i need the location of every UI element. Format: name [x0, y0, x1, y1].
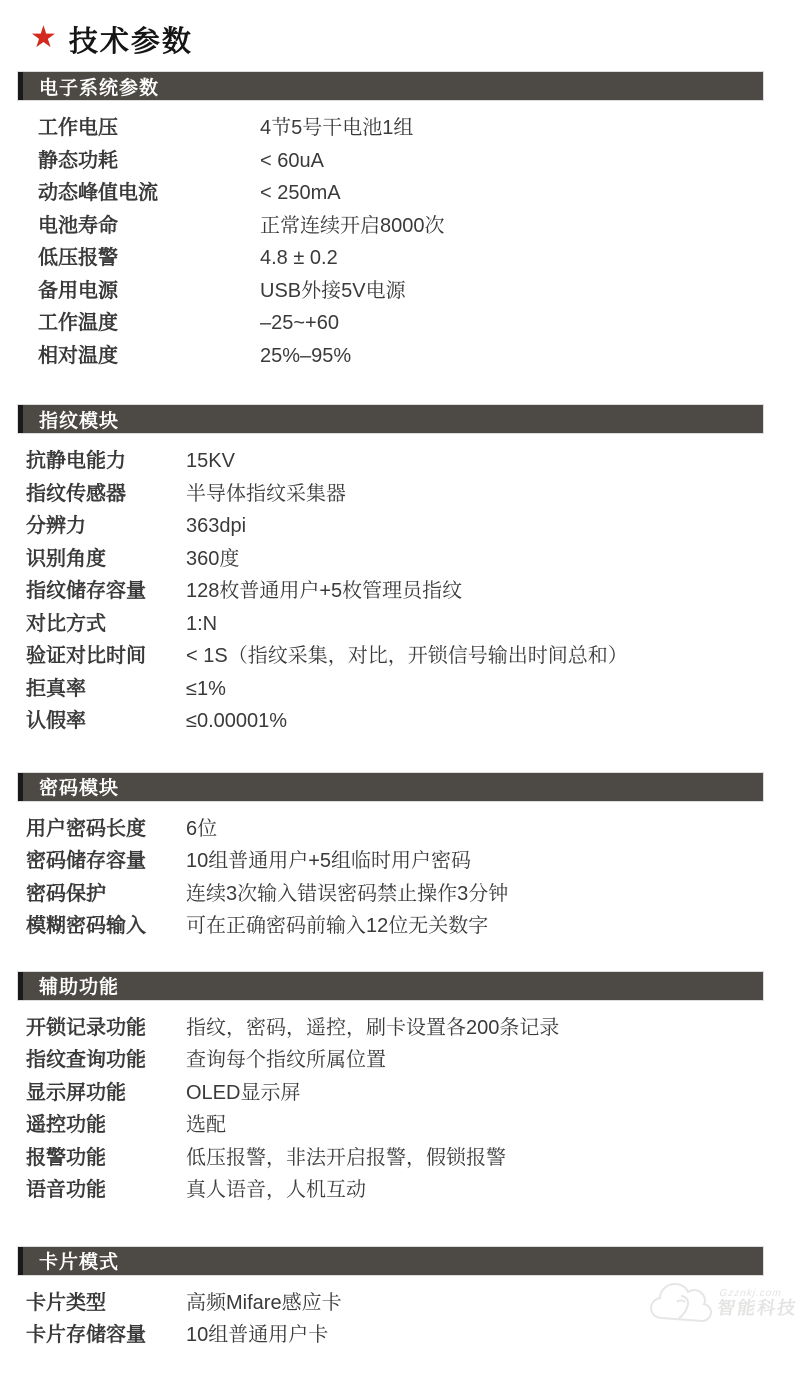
section-header-bar [18, 72, 763, 100]
spec-rows [0, 433, 800, 738]
spec-label: 指纹传感器 [26, 482, 126, 505]
spec-row [0, 1044, 800, 1077]
spec-label: 动态峰值电流 [38, 182, 158, 204]
spec-value: < 1S（指纹采集，对比，开锁信号输出时间总和） [186, 645, 628, 667]
spec-value: 指纹，密码，遥控，刷卡设置各200条记录 [186, 1016, 560, 1039]
spec-row [0, 445, 800, 478]
spec-row [0, 478, 800, 511]
spec-label: 验证对比时间 [26, 645, 146, 667]
section-header-label: 辅助功能 [39, 977, 120, 998]
spec-label: 分辨力 [26, 515, 86, 537]
spec-row [0, 1287, 800, 1320]
watermark-brand: 智能科技 [715, 1298, 799, 1319]
spec-label: 报警功能 [26, 1146, 106, 1169]
spec-value: 低压报警，非法开启报警，假锁报警 [186, 1146, 506, 1169]
spec-label: 工作温度 [38, 312, 118, 334]
spec-label: 指纹储存容量 [26, 580, 146, 602]
section-header-label: 电子系统参数 [39, 77, 160, 99]
sections [0, 72, 800, 1352]
spec-value: 真人语音，人机互动 [186, 1179, 366, 1201]
watermark-domain: Gzznkj.com [718, 1288, 783, 1300]
spec-value: 1:N [186, 612, 218, 635]
spec-row [0, 275, 800, 308]
spec-row [0, 673, 800, 706]
spec-value: OLED显示屏 [186, 1081, 301, 1104]
spec-section [0, 72, 800, 372]
spec-section [0, 405, 800, 738]
spec-value: USB外接5V电源 [260, 279, 406, 302]
spec-row [0, 510, 800, 543]
section-header-bar [18, 972, 763, 1000]
spec-label: 指纹查询功能 [26, 1049, 146, 1071]
spec-label: 低压报警 [38, 247, 118, 269]
page-title: 技术参数 [68, 25, 193, 58]
spec-rows [0, 1275, 800, 1352]
spec-value: 363dpi [186, 515, 247, 537]
spec-rows [0, 100, 800, 372]
spec-label: 语音功能 [26, 1179, 106, 1201]
section-header-label: 密码模块 [39, 778, 120, 799]
spec-section [0, 972, 800, 1207]
spec-label: 开锁记录功能 [26, 1016, 146, 1039]
spec-value: 15KV [186, 450, 235, 472]
spec-row [0, 112, 800, 145]
spec-row [0, 845, 800, 878]
spec-row [0, 608, 800, 641]
spec-label: 电池寿命 [38, 214, 118, 237]
spec-rows [0, 801, 800, 943]
section-header-label: 指纹模块 [39, 410, 120, 432]
spec-row [0, 543, 800, 576]
spec-value: 128枚普通用户+5枚管理员指纹 [186, 580, 463, 602]
spec-value: 高频Mifare感应卡 [186, 1291, 342, 1314]
spec-row [0, 1012, 800, 1045]
spec-value: 25%–95% [260, 344, 352, 367]
spec-rows [0, 1000, 800, 1207]
spec-label: 显示屏功能 [26, 1081, 126, 1104]
section-header-bar [18, 773, 763, 801]
spec-row [0, 575, 800, 608]
spec-value: 4.8 ± 0.2 [260, 247, 338, 269]
spec-label: 卡片存储容量 [26, 1324, 146, 1346]
page-title-row [30, 20, 800, 58]
spec-label: 模糊密码输入 [26, 915, 146, 937]
spec-value: ≤1% [186, 677, 226, 700]
spec-row [0, 813, 800, 846]
spec-row [0, 878, 800, 911]
spec-label: 密码储存容量 [26, 850, 146, 872]
spec-label: 用户密码长度 [26, 817, 146, 840]
spec-label: 卡片类型 [26, 1291, 106, 1314]
spec-value: 360度 [186, 547, 240, 570]
spec-value: 半导体指纹采集器 [186, 482, 346, 505]
spec-value: 4节5号干电池1组 [260, 117, 414, 139]
spec-value: 连续3次输入错误密码禁止操作3分钟 [186, 882, 509, 905]
spec-row [0, 145, 800, 178]
spec-label: 拒真率 [26, 677, 86, 700]
spec-row [0, 210, 800, 243]
spec-section [0, 1247, 800, 1352]
spec-label: 备用电源 [38, 279, 118, 302]
spec-value: 10组普通用户+5组临时用户密码 [186, 850, 472, 872]
spec-value: 可在正确密码前输入12位无关数字 [186, 915, 489, 937]
spec-row [0, 910, 800, 943]
spec-label: 识别角度 [26, 547, 106, 570]
spec-row [0, 340, 800, 373]
spec-value: 10组普通用户卡 [186, 1324, 329, 1346]
spec-value: 选配 [186, 1114, 226, 1136]
spec-value: 正常连续开启8000次 [260, 214, 445, 237]
spec-value: –25~+60 [260, 312, 339, 334]
star-icon: ★ [30, 21, 57, 54]
spec-row [0, 307, 800, 340]
spec-label: 对比方式 [26, 612, 106, 635]
spec-row [0, 177, 800, 210]
spec-row [0, 1319, 800, 1352]
spec-value: 查询每个指纹所属位置 [186, 1049, 386, 1071]
spec-label: 静态功耗 [38, 149, 118, 172]
section-header-bar [18, 405, 763, 433]
spec-label: 工作电压 [38, 117, 118, 139]
spec-section [0, 773, 800, 943]
spec-label: 抗静电能力 [26, 450, 126, 472]
spec-value: 6位 [186, 817, 218, 840]
spec-row [0, 640, 800, 673]
spec-row [0, 1174, 800, 1207]
section-header-label: 卡片模式 [39, 1252, 120, 1273]
spec-value: < 250mA [260, 182, 341, 204]
spec-row [0, 1077, 800, 1110]
spec-label: 密码保护 [26, 882, 106, 905]
spec-row [0, 1142, 800, 1175]
spec-label: 认假率 [26, 710, 86, 732]
spec-value: ≤0.00001% [186, 710, 288, 732]
spec-row [0, 242, 800, 275]
spec-label: 遥控功能 [26, 1114, 106, 1136]
section-header-bar [18, 1247, 763, 1275]
spec-row [0, 1109, 800, 1142]
spec-label: 相对温度 [38, 344, 118, 367]
spec-row [0, 705, 800, 738]
spec-value: < 60uA [260, 149, 324, 172]
